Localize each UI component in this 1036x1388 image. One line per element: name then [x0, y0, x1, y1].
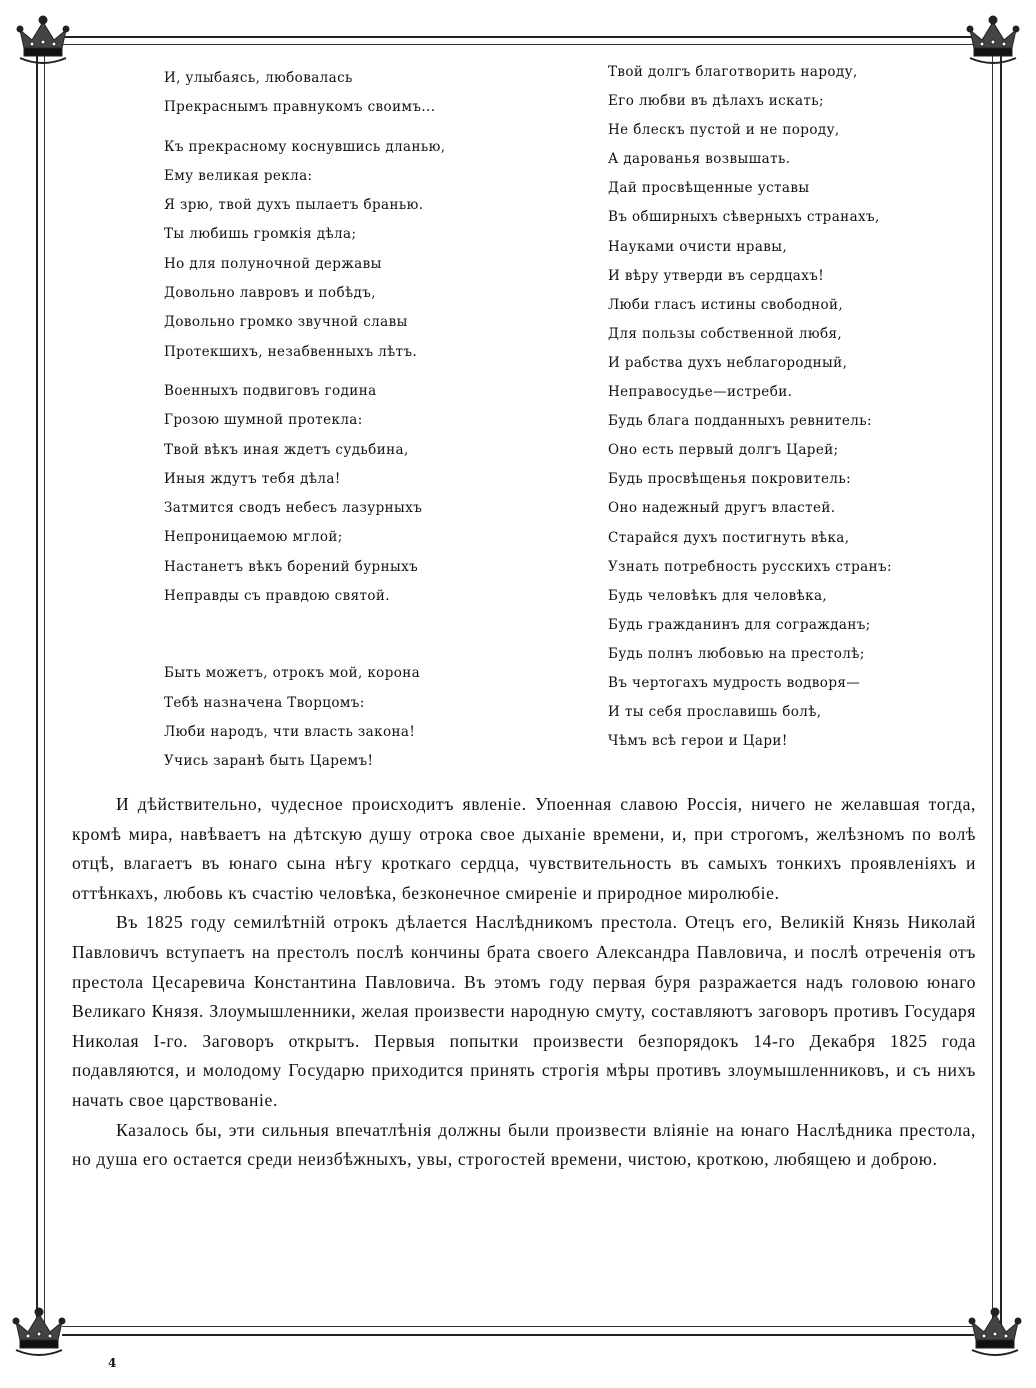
verse-line: Для пользы собственной любя, — [608, 325, 843, 342]
verse-line: Твой вѣкъ иная ждетъ судьбина, — [164, 441, 409, 458]
verse-line: Въ обширныхъ сѣверныхъ странахъ, — [608, 209, 880, 226]
verse-line: Будь просвѣщенья покровитель: — [608, 471, 852, 488]
verse-line: Грозою шумной протекла: — [164, 412, 363, 429]
verse-line: Науками очисти нравы, — [608, 238, 788, 255]
verse-line: И ты себя прославишь болѣ, — [608, 704, 822, 721]
verse-line: Старайся духъ постигнуть вѣка, — [608, 529, 850, 546]
verse-line: Будь человѣкъ для человѣка, — [608, 587, 828, 604]
verse-line: Ты любишь громкія дѣла; — [164, 226, 357, 243]
poem-right-column — [608, 58, 892, 756]
verse-line: Узнать потребность русскихъ странъ: — [608, 558, 892, 575]
verse-line: Будь полнъ любовью на престолѣ; — [608, 645, 865, 662]
verse-line: Неправды съ правдою святой. — [164, 588, 390, 605]
border-right-outer — [1000, 56, 1002, 1332]
verse-line: Затмится сводъ небесъ лазурныхъ — [164, 500, 423, 517]
verse-line: Непроницаемою мглой; — [164, 529, 343, 546]
prose-body — [72, 790, 976, 1175]
verse-line: Чѣмъ всѣ герои и Цари! — [608, 733, 788, 750]
crown-ornament-top-left-icon — [14, 14, 72, 70]
prose-paragraph: И дѣйствительно, чудесное происходитъ явленіе. Упоенная славою Россія, ничего не желавшая тогда, кромѣ мира, навѣваетъ на дѣтскую душу отрока свое дыханіе времени, и, при строгомъ, желѣзномъ по волѣ отцѣ, влагаетъ въ юнаго сына нѣгу кроткаго сердца, чувствительность въ самыхъ тонкихъ проявленіяхъ и оттѣнкахъ, любовь къ счастію человѣка, безконечное смиреніе и природное миролюбіе. — [72, 794, 976, 903]
verse-line: Настанетъ вѣкъ борений бурныхъ — [164, 558, 419, 575]
verse-line: И вѣру утверди въ сердцахъ! — [608, 267, 825, 284]
verse-line: Не блескъ пустой и не породу, — [608, 122, 840, 139]
verse-line: Протекшихъ, незабвенныхъ лѣтъ. — [164, 343, 418, 360]
verse-line: Его любви въ дѣлахъ искать; — [608, 93, 824, 110]
crown-ornament-bottom-left-icon — [10, 1306, 68, 1362]
verse-line: Военныхъ подвиговъ година — [164, 382, 377, 399]
border-left-outer — [36, 56, 38, 1332]
border-left-inner — [44, 56, 45, 1332]
verse-line: Быть можетъ, отрокъ мой, корона — [164, 665, 421, 682]
verse-line: Оно есть первый долгъ Царей; — [608, 442, 839, 459]
border-bottom-inner — [62, 1326, 974, 1327]
verse-line: Оно надежный другъ властей. — [608, 500, 836, 517]
verse-line: Люби народъ, чти власть закона! — [164, 723, 416, 740]
verse-line: Неправосудье—истреби. — [608, 384, 793, 401]
verse-line: А дарованья возвышать. — [608, 151, 791, 168]
verse-line: Ему великая рекла: — [164, 167, 313, 184]
verse-line: Но для полуночной державы — [164, 255, 382, 272]
border-bottom-outer — [62, 1334, 974, 1336]
poem-left-column — [164, 64, 445, 777]
verse-line: Люби гласъ истины свободной, — [608, 296, 844, 313]
verse-line: Дай просвѣщенные уставы — [608, 180, 810, 197]
verse-line: Прекраснымъ правнукомъ своимъ... — [164, 99, 436, 116]
verse-line: Будь блага подданныхъ ревнитель: — [608, 413, 872, 430]
page-number: 4 — [108, 1356, 117, 1370]
verse-line: Довольно громко звучной славы — [164, 314, 408, 331]
verse-line: Учись заранѣ быть Царемъ! — [164, 753, 374, 770]
verse-line: Въ чертогахъ мудрость водворя— — [608, 674, 861, 691]
verse-line: И, улыбаясь, любовалась — [164, 70, 353, 86]
verse-line: Я зрю, твой духъ пылаетъ бранью. — [164, 197, 424, 214]
crown-ornament-top-right-icon — [964, 14, 1022, 70]
verse-line: Тебѣ назначена Творцомъ: — [164, 694, 365, 711]
prose-paragraph: Въ 1825 году семилѣтній отрокъ дѣлается Наслѣдникомъ престола. Отецъ его, Великій Князь Николай Павловичъ вступаетъ на престолъ послѣ кончины брата своего Александра Павловича, и послѣ отреченія отъ престола Цесаревича Константина Павловича. Въ этомъ году первая буря разражается надъ головою юнаго Великаго Князя. Злоумышленники, желая произвести народную смуту, составляютъ заговоръ противъ Государя Николая I-го. Заговоръ открытъ. Первыя попытки произвести безпорядокъ 14-го Декабря 1825 года подавляются, и молодому Государю приходится принять строгія мѣры противъ злоумышленниковъ, и съ нихъ начать свое царствованіе. — [72, 912, 976, 1110]
prose-paragraph: Казалось бы, эти сильныя впечатлѣнія должны были произвести вліяніе на юнаго Наслѣдника престола, но душа его остается среди неизбѣжныхъ, увы, строгостей времени, чистою, кроткою, любящею и доброю. — [72, 1119, 976, 1170]
verse-line: И рабства духъ неблагородный, — [608, 354, 848, 371]
border-right-inner — [992, 56, 993, 1332]
verse-line: Иныя ждутъ тебя дѣла! — [164, 470, 341, 487]
verse-line: Твой долгъ благотворить народу, — [608, 64, 858, 80]
border-top-inner — [62, 44, 974, 45]
verse-line: Къ прекрасному коснувшись дланью, — [164, 138, 446, 155]
border-top-outer — [62, 36, 974, 38]
verse-line: Будь гражданинъ для согражданъ; — [608, 616, 871, 633]
crown-ornament-bottom-right-icon — [966, 1306, 1024, 1362]
verse-line: Довольно лавровъ и побѣдъ, — [164, 285, 376, 302]
